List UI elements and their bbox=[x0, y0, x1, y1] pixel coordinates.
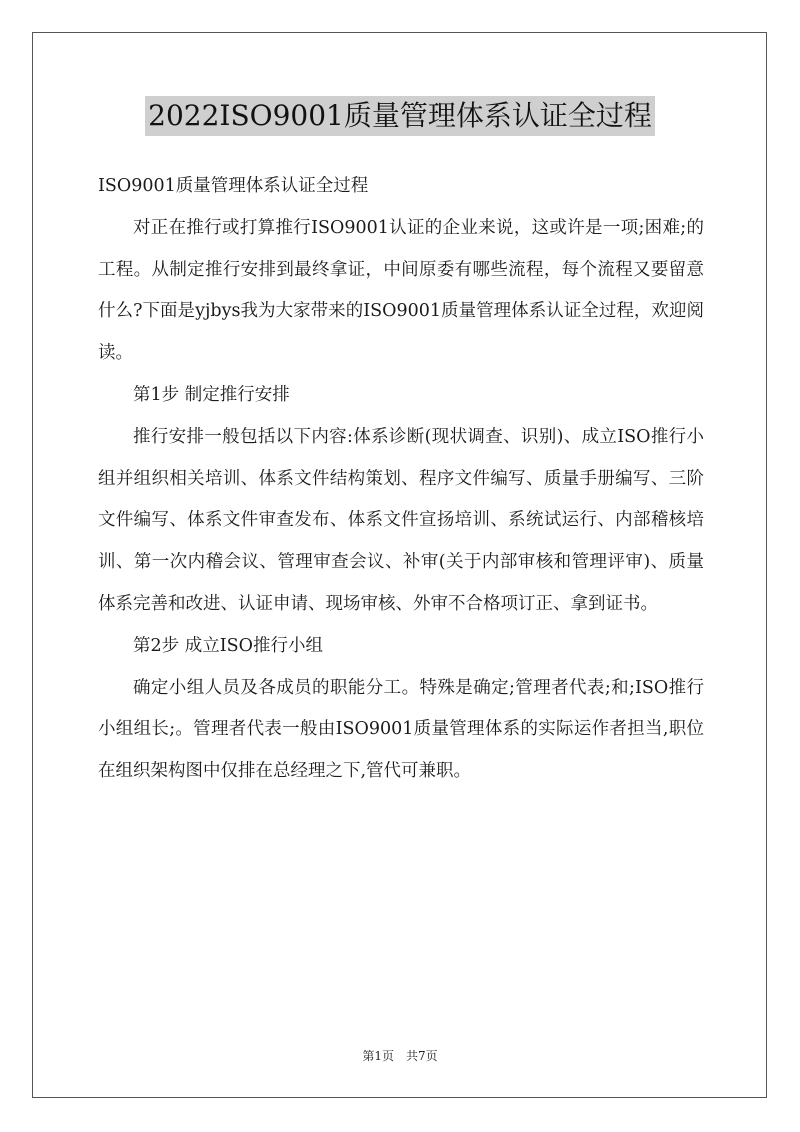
document-title: 2022ISO9001质量管理体系认证全过程 bbox=[145, 96, 655, 136]
subtitle-paragraph: ISO9001质量管理体系认证全过程 bbox=[98, 176, 369, 196]
page-footer: 第1页 共7页 bbox=[362, 1049, 438, 1063]
title-container bbox=[0, 96, 800, 136]
intro-paragraph: 对正在推行或打算推行ISO9001认证的企业来说，这或许是一项;困难;的工程。从制定推行安排到最终拿证，中间原委有哪些流程，每个流程又要留意什么?下面是yjbys我为大家带来的ISO9001质量管理体系认证全过程，欢迎阅读。 bbox=[98, 217, 704, 364]
step-1-heading: 第1步 制定推行安排 bbox=[133, 384, 290, 405]
step-1-paragraph: 推行安排一般包括以下内容:体系诊断(现状调查、识别)、成立ISO推行小组并组织相关培训、体系文件结构策划、程序文件编写、质量手册编写、三阶文件编写、体系文件审查发布、体系文件宣扬培训、系统试运行、内部稽核培训、第一次内稽会议、管理审查会议、补审(关于内部审核和管理评审)、质量体系完善和改进、认证申请、现场审核、外审不合格项订正、拿到证书。 bbox=[98, 426, 704, 614]
document-body bbox=[98, 166, 704, 793]
step-2-paragraph: 确定小组人员及各成员的职能分工。特殊是确定;管理者代表;和;ISO推行小组组长;。管理者代表一般由ISO9001质量管理体系的实际运作者担当,职位在组织架构图中仅排在总经理之下,管代可兼职。 bbox=[98, 677, 704, 782]
step-2-heading: 第2步 成立ISO推行小组 bbox=[133, 635, 323, 656]
